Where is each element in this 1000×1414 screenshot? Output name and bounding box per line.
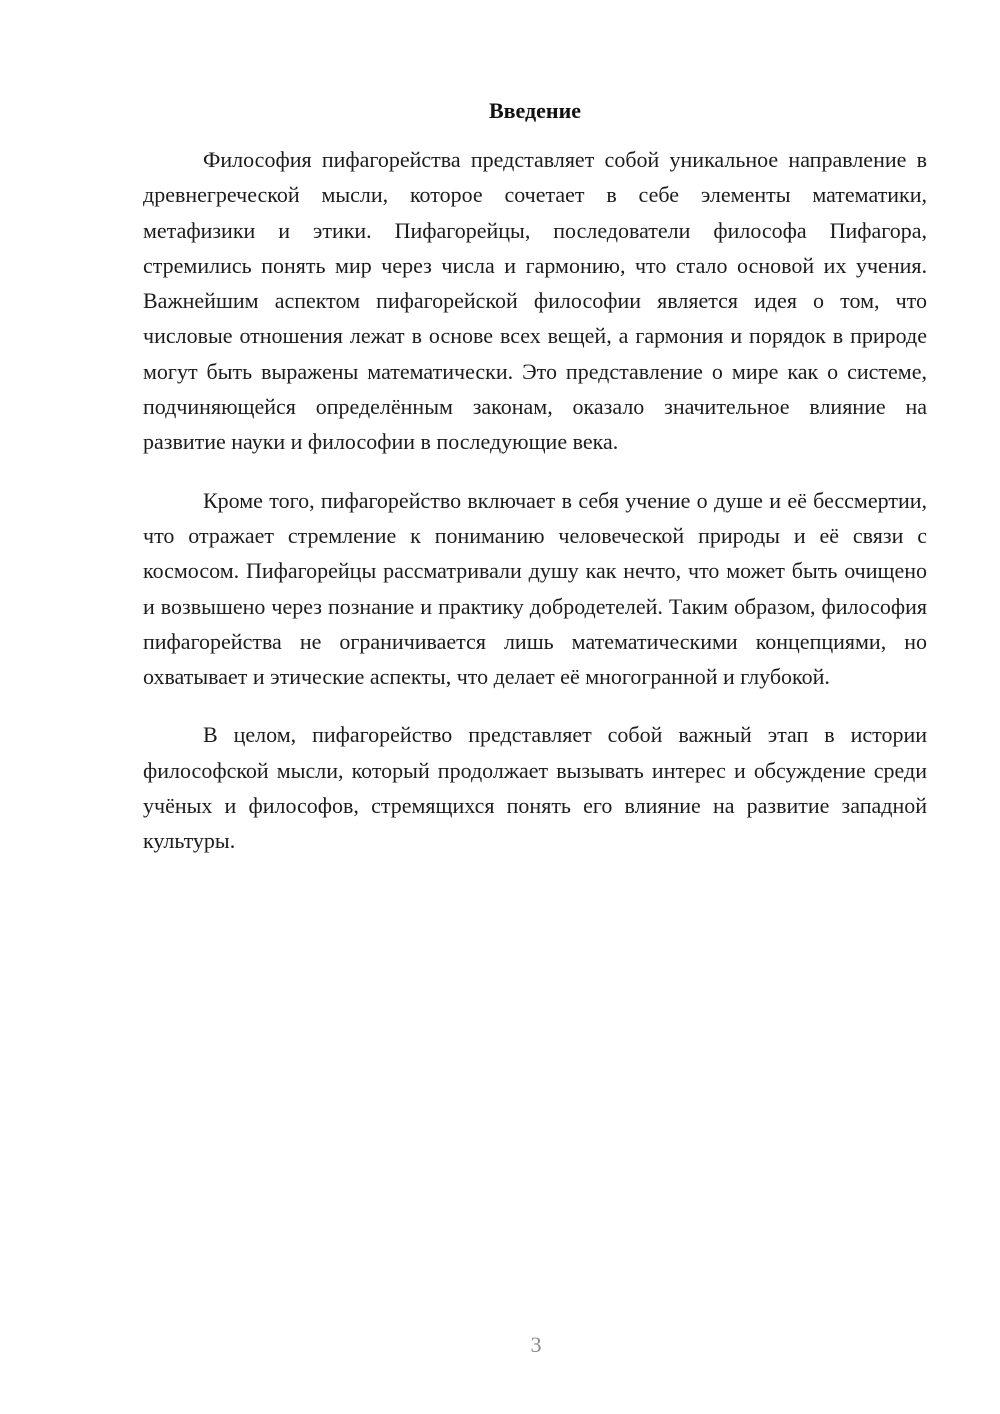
section-title: Введение — [488, 98, 582, 123]
page-number: 3 — [530, 1332, 542, 1357]
paragraph-3: В целом, пифагорейство представляет собой важный этап в истории философской мысли, который продолжает вызывать интерес и обсуждение среди учёных и философов, стремящихся понять его влияние на развитие западной культуры. — [143, 722, 927, 854]
paragraph-1: Философия пифагорейства представляет собой уникальное направление в древнегреческой мысли, которое сочетает в себе элементы математики, метафизики и этики. Пифагорейцы, последователи философа Пифагора, стремились понять мир через числа и гармонию, что стало основой их учения. Важнейшим аспектом пифагорейской философии является идея о том, что числовые отношения лежат в основе всех вещей, а гармония и порядок в природе могут быть выражены математически. Это представление о мире как о системе, подчиняющейся определённым законам, оказало значительное влияние на развитие науки и философии в последующие века. — [143, 147, 927, 455]
page-body — [143, 92, 927, 859]
paragraph-2: Кроме того, пифагорейство включает в себя учение о душе и её бессмертии, что отражает стремление к пониманию человеческой природы и её связи с космосом. Пифагорейцы рассматривали душу как нечто, что может быть очищено и возвышено через познание и практику добродетелей. Таким образом, философия пифагорейства не ограничивается лишь математическими концепциями, но охватывает и этические аспекты, что делает её многогранной и глубокой. — [143, 487, 927, 690]
